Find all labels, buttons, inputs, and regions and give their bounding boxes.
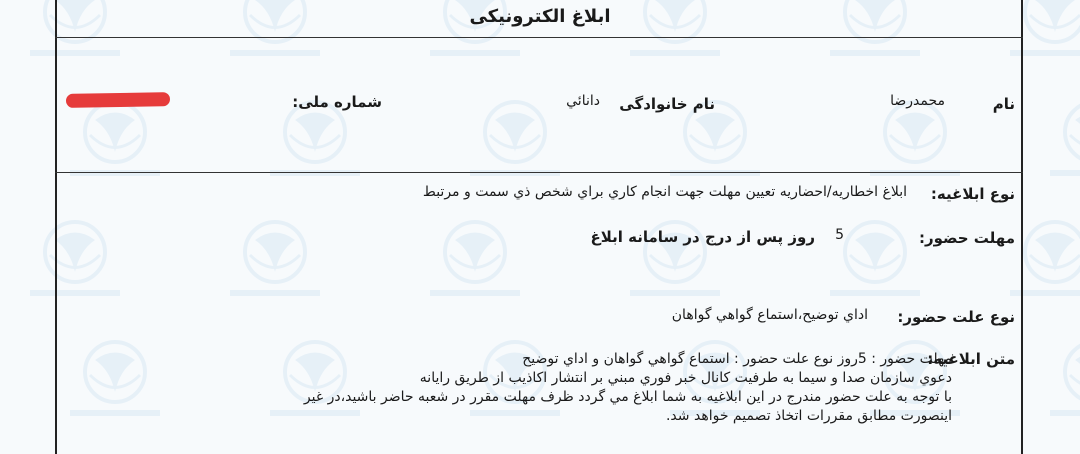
redacted-national-id	[66, 92, 170, 108]
document-title: ابلاغ الکترونیکی	[469, 6, 611, 27]
name-value: محمدرضا	[890, 93, 945, 109]
body-label: متن ابلاغیه:	[927, 350, 1015, 368]
deadline-number: 5	[835, 227, 844, 243]
deadline-label: مهلت حضور:	[918, 229, 1015, 247]
dove-globe-icon	[1040, 330, 1080, 425]
body-line: مهلت حضور : 5روز نوع علت حضور : استماع گواهي گواهان و اداي توضيح	[522, 351, 952, 367]
identity-divider	[55, 172, 1023, 173]
family-label: نام خانوادگی	[619, 95, 715, 113]
body-text	[252, 350, 952, 426]
reason-label: نوع علت حضور:	[897, 308, 1015, 326]
body-line: دعوي سازمان صدا و سيما به طرفيت كانال خبر فوري مبني بر انتشار اكاذيب از طريق رايانه	[419, 370, 952, 386]
notice-type-value: ابلاغ اخطاريه/احضاريه تعيين مهلت جهت انجام كاري براي شخص ذي سمت و مرتبط	[422, 184, 907, 200]
body-line: اينصورت مطابق مقررات اتخاذ تصميم خواهد شد.	[665, 408, 952, 424]
title-divider	[55, 37, 1023, 38]
dove-globe-icon	[1040, 90, 1080, 185]
name-label: نام	[992, 95, 1015, 113]
national-id-label: شماره ملی:	[292, 93, 382, 111]
body-line: با توجه به علت حضور مندرج در اين ابلاغيه به شما ابلاغ مي گردد ظرف مهلت مقرر در شعبه حاضر باشيد،در غير	[303, 389, 952, 405]
reason-value: اداي توضيح،استماع گواهي گواهان	[671, 307, 868, 323]
deadline-text: روز پس از درج در سامانه ابلاغ	[590, 228, 815, 246]
family-value: دانائي	[566, 93, 600, 109]
notice-type-label: نوع ابلاغیه:	[930, 185, 1015, 203]
